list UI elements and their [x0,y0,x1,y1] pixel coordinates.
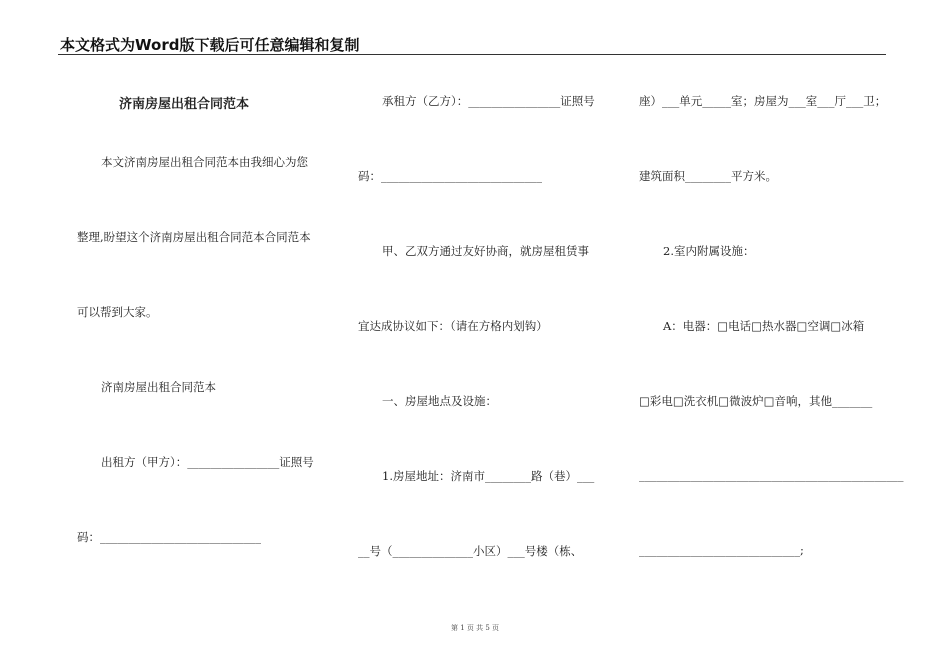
address-line-1: 1.房屋地址：济南市________路（巷）___ [382,469,595,483]
blank-line-2: ____________________________; [639,543,804,557]
page-number: 第 1 页 共 5 页 [450,624,500,632]
section-heading: 济南房屋出租合同范本 [101,380,216,394]
clause-heading-1: 一、房屋地点及设施： [382,394,497,408]
facilities-heading: 2.室内附属设施： [663,244,755,258]
lessor-line: 出租方（甲方）：________________证照号 [101,455,314,469]
agreement-line-1: 甲、乙双方通过友好协商，就房屋租赁事 [382,244,589,258]
agreement-line-2: 宜达成协议如下：（请在方格内划钩） [358,319,548,333]
lessee-line: 承租方（乙方）：________________证照号 [382,94,595,108]
address-line-3: 座）___单元_____室；房屋为___室___厅___卫； [639,94,887,108]
address-line-2: __号（______________小区）___号楼（栋、 [358,544,583,558]
intro-paragraph-line-2: 整理,盼望这个济南房屋出租合同范本合同范本 [77,230,311,244]
intro-paragraph-line-3: 可以帮到大家。 [77,305,158,319]
lessee-id-line: 码：____________________________ [358,169,542,183]
lessor-id-line: 码：____________________________ [77,530,261,544]
document-header [58,34,886,55]
header-title: 本文格式为Word版下载后可任意编辑和复制 [60,36,360,54]
appliances-line-2: □彩电□洗衣机□微波炉□音响，其他_______ [639,394,873,408]
document-title: 济南房屋出租合同范本 [119,97,250,112]
blank-line-1: ______________________________________________ [639,468,904,482]
area-line: 建筑面积________平方米。 [639,169,777,183]
appliances-line-1: A：电器：□电话□热水器□空调□冰箱 [663,319,865,333]
intro-paragraph-line-1: 本文济南房屋出租合同范本由我细心为您 [101,155,308,169]
